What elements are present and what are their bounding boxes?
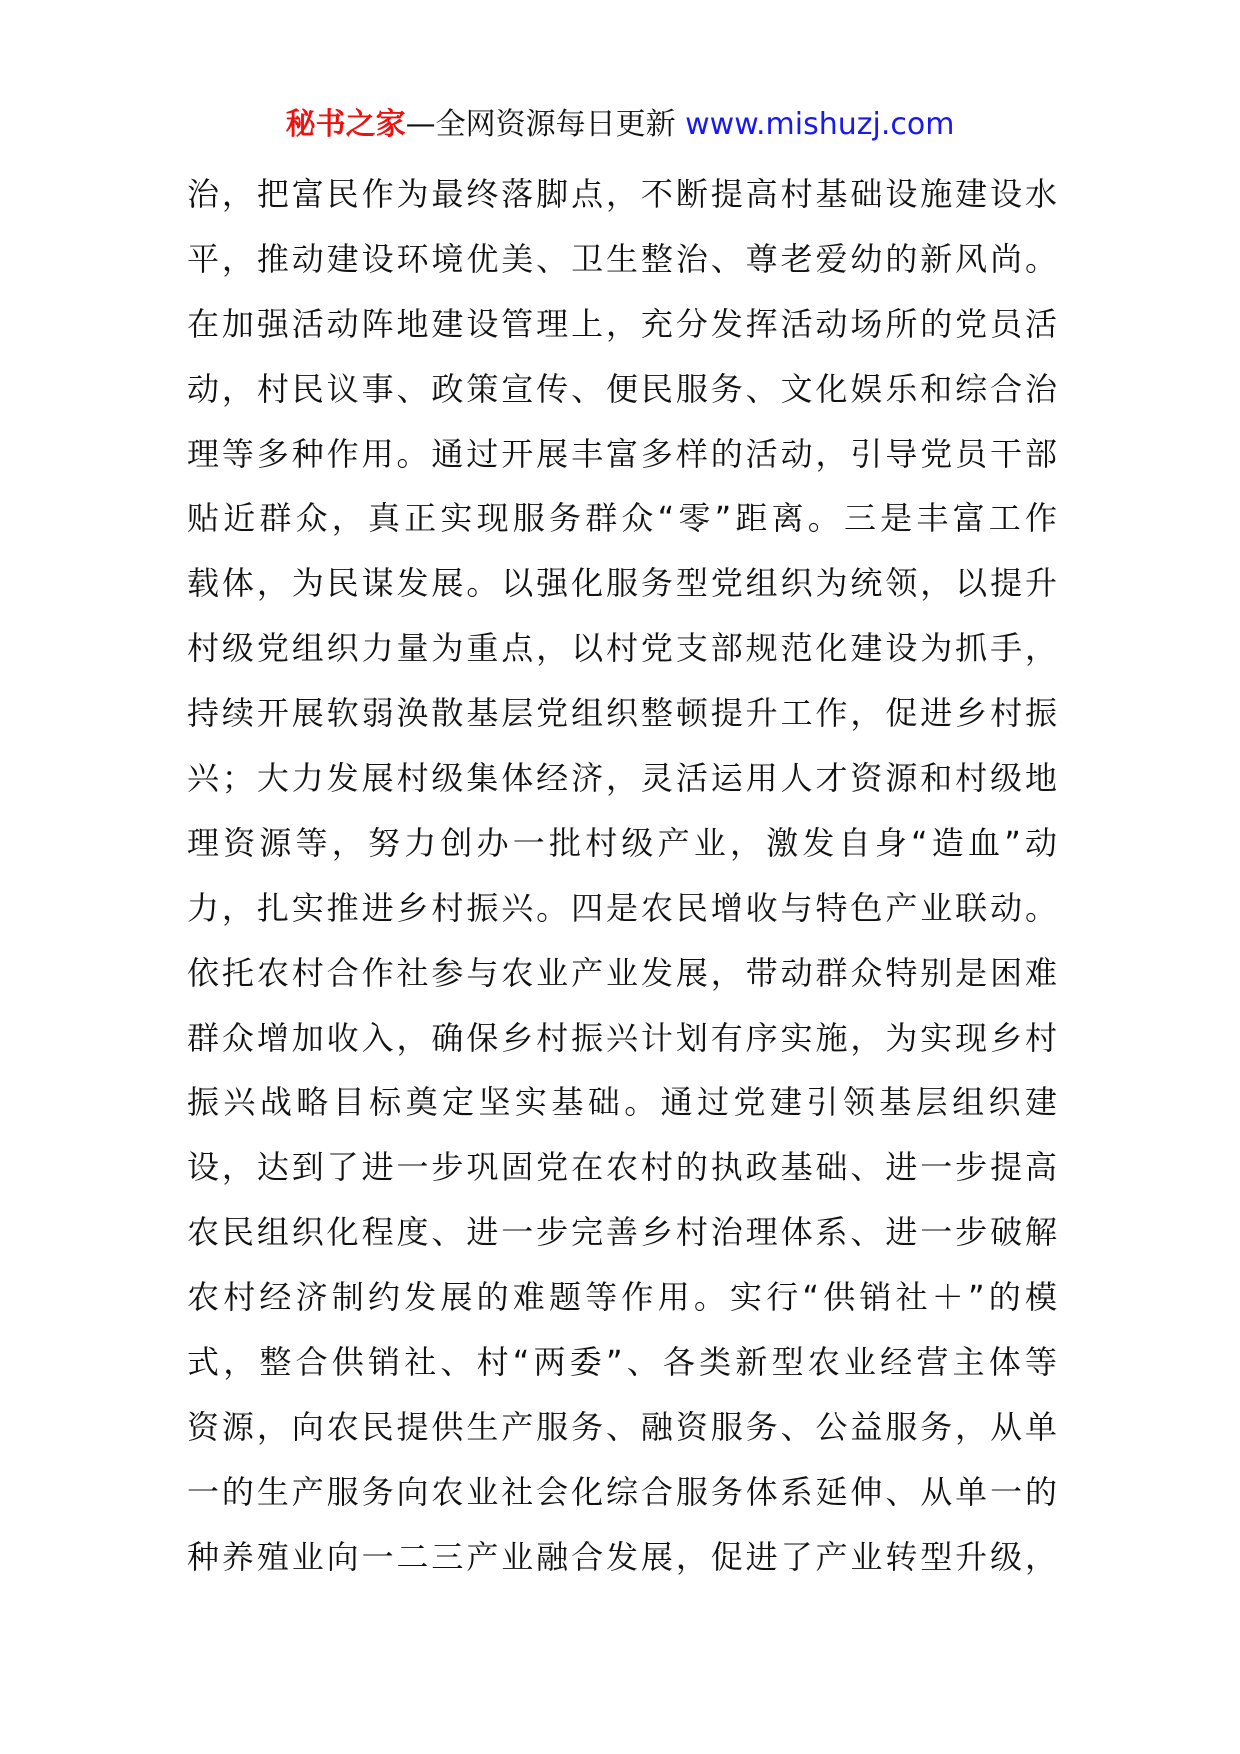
text-line: 力，扎实推进乡村振兴。四是农民增收与特色产业联动。: [187, 888, 1057, 927]
text-line: 群众增加收入，确保乡村振兴计划有序实施，为实现乡村: [187, 1018, 1057, 1057]
header-url-link[interactable]: www.mishuzj.com: [685, 107, 955, 142]
text-line: 贴近群众，真正实现服务群众“零”距离。三是丰富工作: [187, 499, 1057, 538]
text-line: 理资源等，努力创办一批村级产业，激发自身“造血”动: [187, 823, 1057, 862]
text-line: 在加强活动阵地建设管理上，充分发挥活动场所的党员活: [187, 304, 1057, 343]
text-line: 治，把富民作为最终落脚点，不断提高村基础设施建设水: [187, 175, 1057, 213]
header-tagline: —全网资源每日更新: [405, 107, 686, 142]
text-line: 动，村民议事、政策宣传、便民服务、文化娱乐和综合治: [187, 369, 1057, 408]
text-line: 依托农村合作社参与农业产业发展，带动群众特别是困难: [187, 953, 1057, 992]
text-line: 持续开展软弱涣散基层党组织整顿提升工作，促进乡村振: [187, 694, 1057, 733]
text-line: 一的生产服务向农业社会化综合服务体系延伸、从单一的: [187, 1472, 1057, 1511]
text-line: 载体，为民谋发展。以强化服务型党组织为统领，以提升: [187, 564, 1057, 603]
page-header: [0, 104, 1240, 146]
text-line: 平，推动建设环境优美、卫生整治、尊老爱幼的新风尚。: [187, 239, 1057, 278]
text-line: 农民组织化程度、进一步完善乡村治理体系、进一步破解: [187, 1213, 1057, 1252]
text-line: 资源，向农民提供生产服务、融资服务、公益服务，从单: [187, 1407, 1057, 1446]
body-text: [187, 162, 1057, 1590]
text-line: 理等多种作用。通过开展丰富多样的活动，引导党员干部: [187, 434, 1057, 473]
header-brand: 秘书之家: [285, 107, 406, 142]
text-line: 村级党组织力量为重点，以村党支部规范化建设为抓手，: [187, 629, 1057, 668]
text-line: 农村经济制约发展的难题等作用。实行“供销社＋”的模: [187, 1278, 1057, 1317]
text-line: 种养殖业向一二三产业融合发展，促进了产业转型升级，: [187, 1537, 1057, 1576]
text-line: 振兴战略目标奠定坚实基础。通过党建引领基层组织建: [187, 1083, 1057, 1122]
text-line: 式，整合供销社、村“两委”、各类新型农业经营主体等: [187, 1343, 1057, 1382]
text-line: 设，达到了进一步巩固党在农村的执政基础、进一步提高: [187, 1148, 1057, 1187]
text-line: 兴；大力发展村级集体经济，灵活运用人才资源和村级地: [187, 759, 1057, 798]
